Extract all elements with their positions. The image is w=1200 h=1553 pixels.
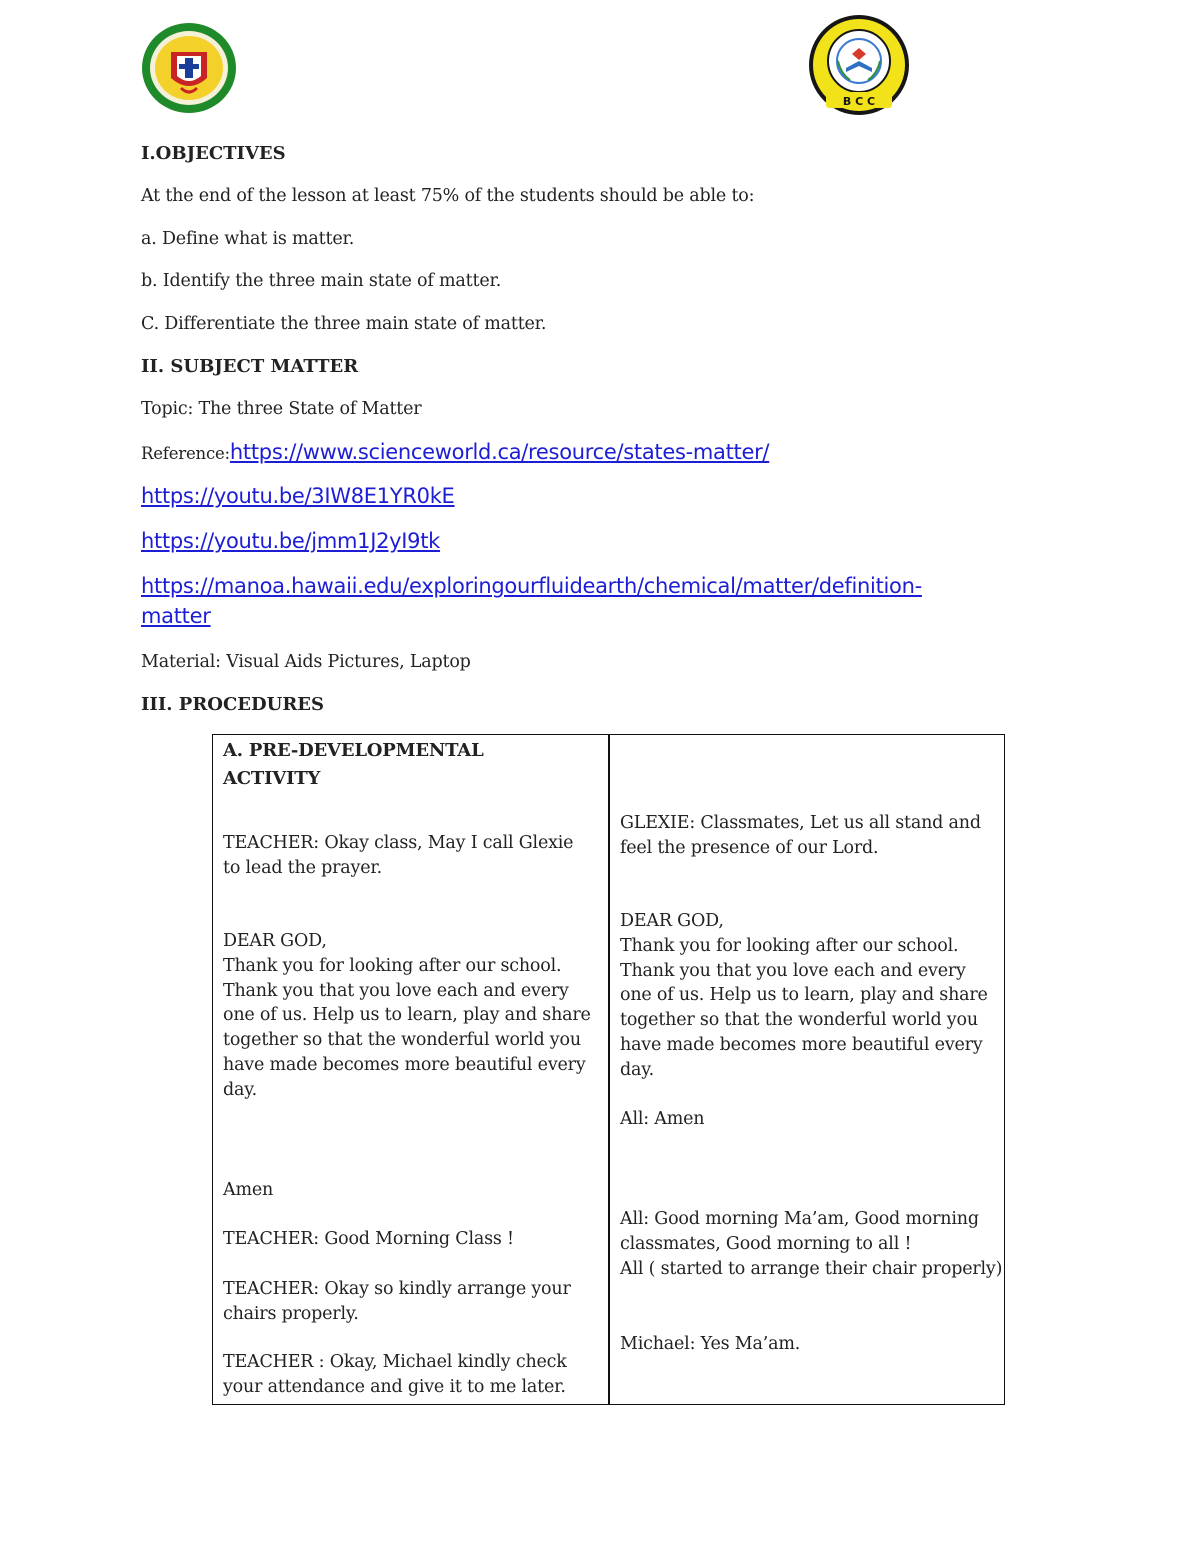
text-line: Thank you for looking after our school. (620, 935, 959, 956)
reference-label: Reference: (141, 444, 230, 463)
procedures-heading: III. PROCEDURES (141, 694, 324, 715)
left-block-amen (223, 1178, 273, 1203)
reference-link-hawaii[interactable]: https://manoa.hawaii.edu/exploringourfluidearth/chemical/matter/definition- (141, 574, 922, 598)
text-line: DEAR GOD, (223, 931, 327, 951)
left-block-arrange-chairs (223, 1277, 571, 1327)
text-line: Thank you that you love each and every (620, 960, 966, 981)
reference-link-hawaii-continued[interactable]: matter (141, 604, 211, 628)
right-block-michael (620, 1332, 800, 1357)
left-heading-line-2: ACTIVITY (223, 768, 321, 789)
text-line: together so that the wonderful world you (223, 1030, 581, 1051)
text-line: to lead the prayer. (223, 857, 382, 878)
objectives-heading: I.OBJECTIVES (141, 143, 286, 164)
left-block-good-morning (223, 1227, 514, 1252)
text-line: All: Amen (620, 1109, 705, 1129)
bcc-seal-lettering: B C C (842, 95, 876, 108)
reference-link-youtube-2[interactable]: https://youtu.be/jmm1J2yI9tk (141, 529, 441, 553)
objective-item-c: C. Differentiate the three main state of matter. (141, 314, 547, 334)
right-block-glexie (620, 811, 981, 861)
text-line: have made becomes more beautiful every (620, 1034, 983, 1055)
text-line: have made becomes more beautiful every (223, 1054, 586, 1075)
left-block-prayer (223, 929, 591, 1103)
text-line: Thank you that you love each and every (223, 980, 569, 1001)
topic-line: Topic: The three State of Matter (141, 399, 422, 419)
objectives-intro: At the end of the lesson at least 75% of the students should be able to: (141, 186, 755, 206)
left-column-heading (223, 737, 484, 793)
text-line: Michael: Yes Ma’am. (620, 1334, 801, 1354)
text-line: feel the presence of our Lord. (620, 837, 879, 858)
reference-link-scienceworld[interactable]: https://www.scienceworld.ca/resource/states-matter/ (229, 440, 770, 464)
text-line: TEACHER: Good Morning Class ! (223, 1229, 514, 1249)
objective-item-a: a. Define what is matter. (141, 229, 355, 249)
text-line: TEACHER: Okay class, May I call Glexie (223, 833, 574, 853)
text-line: your attendance and give it to me later. (223, 1376, 566, 1397)
reference-link-youtube-1[interactable]: https://youtu.be/3IW8E1YR0kE (141, 484, 455, 508)
text-line: Amen (223, 1180, 274, 1200)
right-block-all-amen (620, 1107, 704, 1132)
text-line: All ( started to arrange their chair properly) (620, 1258, 1003, 1279)
subject-matter-heading: II. SUBJECT MATTER (141, 356, 359, 377)
text-line: one of us. Help us to learn, play and share (620, 985, 988, 1006)
left-block-attendance (223, 1350, 567, 1400)
left-block-teacher-prayer-call (223, 831, 573, 881)
text-line: TEACHER: Okay so kindly arrange your (223, 1279, 571, 1299)
text-line: one of us. Help us to learn, play and share (223, 1005, 591, 1026)
right-block-prayer (620, 909, 988, 1083)
bcc-seal-logo (808, 14, 910, 116)
reference-line (141, 440, 769, 464)
text-line: Thank you for looking after our school. (223, 955, 562, 976)
text-line: chairs properly. (223, 1303, 359, 1324)
text-line: DEAR GOD, (620, 911, 724, 931)
right-block-good-morning-reply (620, 1207, 1002, 1281)
text-line: together so that the wonderful world you (620, 1010, 978, 1031)
material-line: Material: Visual Aids Pictures, Laptop (141, 652, 471, 672)
table-column-divider (608, 734, 610, 1405)
text-line: All: Good morning Ma’am, Good morning (620, 1209, 979, 1229)
left-heading-line-1: A. PRE-DEVELOPMENTAL (223, 740, 484, 761)
text-line: classmates, Good morning to all ! (620, 1233, 912, 1254)
objective-item-b: b. Identify the three main state of matter. (141, 271, 502, 291)
text-line: day. (223, 1079, 257, 1100)
text-line: day. (620, 1059, 654, 1080)
text-line: GLEXIE: Classmates, Let us all stand and (620, 813, 981, 833)
school-seal-left-logo (141, 22, 237, 114)
text-line: TEACHER : Okay, Michael kindly check (223, 1352, 567, 1372)
